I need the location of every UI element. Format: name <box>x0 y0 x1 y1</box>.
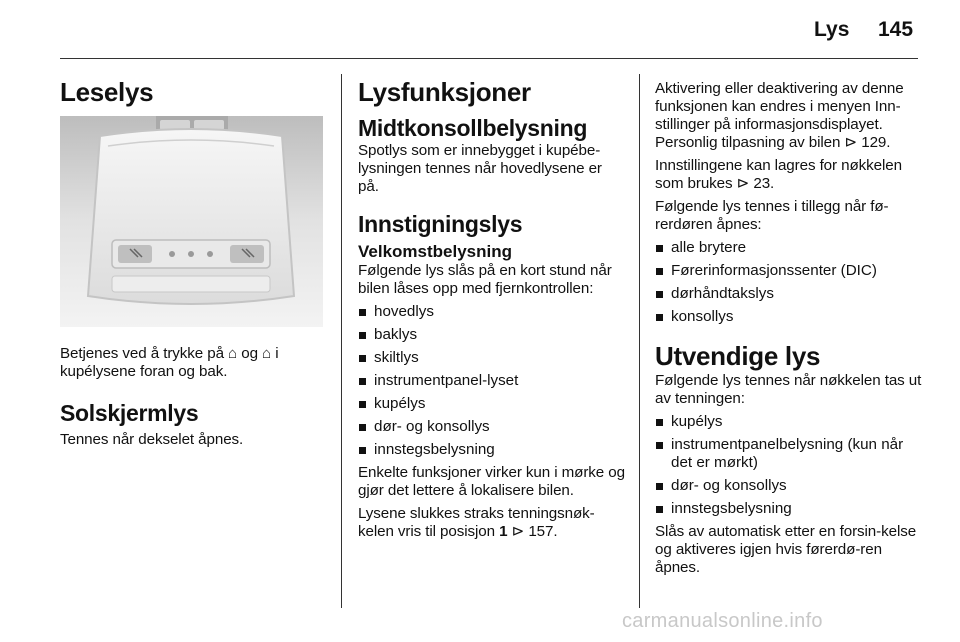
list-item: baklys <box>358 326 626 344</box>
bullet-icon <box>359 447 366 454</box>
paragraph-key-settings: Innstillingene kan lagres for nøkkelen som brukes ⊳ 23. <box>655 157 902 192</box>
list-item: dør- og konsollys <box>655 477 923 495</box>
heading-midtkonsollbelysning: Midtkonsollbelysning <box>358 115 588 141</box>
bullet-icon <box>656 245 663 252</box>
paragraph-driver-door: Følgende lys tennes i tillegg når fø-rerdøren åpnes: <box>655 198 889 233</box>
list-welcome-lights <box>358 303 626 459</box>
bullet-icon <box>359 424 366 431</box>
list-item: instrumentpanelbelysning (kun når det er mørkt) <box>655 436 923 472</box>
bullet-icon <box>359 355 366 362</box>
list-driver-door-lights <box>655 239 923 326</box>
overhead-reading-light-console-photo <box>60 116 323 327</box>
paragraph-reading-light: Betjenes ved å trykke på ⌂ og ⌂ i kupélysene foran og bak. <box>60 345 279 380</box>
list-item: innstegsbelysning <box>358 441 626 459</box>
bullet-icon <box>656 442 663 449</box>
list-item: kupélys <box>358 395 626 413</box>
column-divider-left <box>341 74 342 608</box>
list-key-removed-lights <box>655 413 923 518</box>
bullet-icon <box>656 314 663 321</box>
heading-innstigningslys: Innstigningslys <box>358 211 523 237</box>
column-divider-right <box>639 74 640 608</box>
paragraph-dark-only: Enkelte funksjoner virker kun i mørke og gjør det lettere å lokalisere bilen. <box>358 464 625 499</box>
bullet-icon <box>656 506 663 513</box>
page-number: 145 <box>878 18 914 41</box>
column-2 <box>358 70 626 546</box>
bullet-icon <box>359 378 366 385</box>
list-item: innstegsbelysning <box>655 500 923 518</box>
paragraph-auto-off: Slås av automatisk etter en forsin-kelse og aktiveres igjen hvis førerdø-ren åpnes. <box>655 523 917 576</box>
heading-solskjermlys: Solskjermlys <box>60 400 199 426</box>
paragraph-center-console: Spotlys som er innebygget i kupébe-lysningen tennes når hovedlysene er på. <box>358 142 602 195</box>
bullet-icon <box>359 401 366 408</box>
list-item: kupélys <box>655 413 923 431</box>
bullet-icon <box>656 291 663 298</box>
page-section-title: Lys <box>814 18 850 41</box>
list-item: dør- og konsollys <box>358 418 626 436</box>
list-item: skiltlys <box>358 349 626 367</box>
bullet-icon <box>359 309 366 316</box>
bullet-icon <box>656 268 663 275</box>
column-3 <box>655 70 923 582</box>
heading-lysfunksjoner: Lysfunksjoner <box>358 77 531 107</box>
paragraph-key-removed: Følgende lys tennes når nøkkelen tas ut av tenningen: <box>655 372 922 407</box>
list-item: instrumentpanel-lyset <box>358 372 626 390</box>
heading-utvendige-lys: Utvendige lys <box>655 341 821 371</box>
header-rule <box>60 58 918 59</box>
list-item: alle brytere <box>655 239 923 257</box>
paragraph-welcome-intro: Følgende lys slås på en kort stund når bilen låses opp med fjernkontrollen: <box>358 262 612 297</box>
bullet-icon <box>656 419 663 426</box>
watermark: carmanualsonline.info <box>622 610 823 632</box>
list-item: konsollys <box>655 308 923 326</box>
paragraph-lights-off: Lysene slukkes straks tenningsnøk-kelen vris til posisjon 1 ⊳ 157. <box>358 505 595 540</box>
list-item: hovedlys <box>358 303 626 321</box>
page-header <box>0 0 960 62</box>
heading-leselys: Leselys <box>60 77 154 107</box>
list-item: Førerinformasjonssenter (DIC) <box>655 262 923 280</box>
bullet-icon <box>656 483 663 490</box>
heading-velkomstbelysning: Velkomstbelysning <box>358 242 512 261</box>
bullet-icon <box>359 332 366 339</box>
list-item: dørhåndtakslys <box>655 285 923 303</box>
paragraph-sun-visor: Tennes når dekselet åpnes. <box>60 431 244 448</box>
column-1 <box>60 70 330 454</box>
paragraph-activation-menu: Aktivering eller deaktivering av denne funksjonen kan endres i menyen Inn-stillinger på informasjonsdisplayet. Personlig tilpasning av bilen ⊳ 129. <box>655 80 904 151</box>
